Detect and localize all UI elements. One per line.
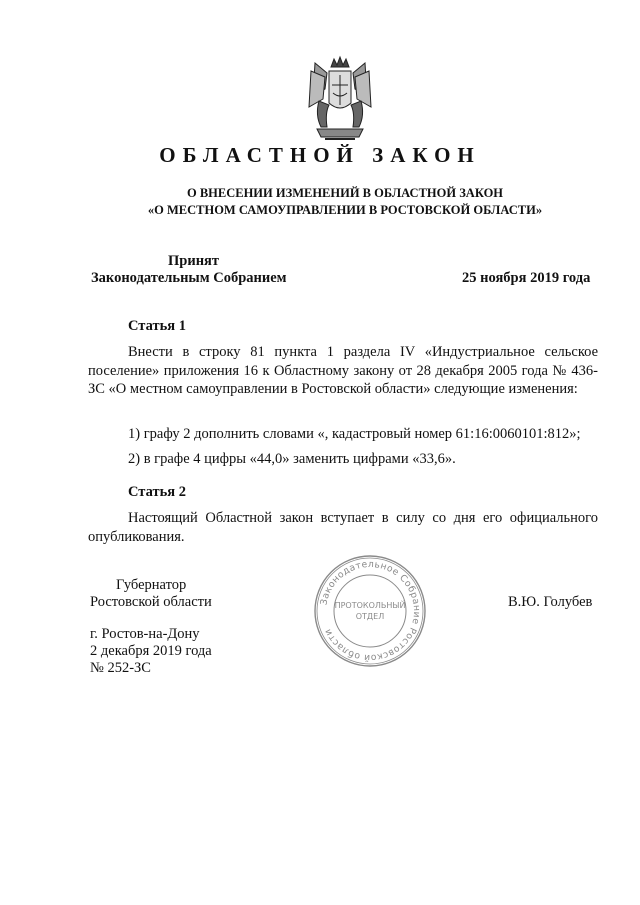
article-1-heading: Статья 1 [128,318,186,334]
adopted-label: Принят [168,253,220,269]
document-title: ОБЛАСТНОЙ ЗАКОН [159,143,481,167]
subtitle-line-1: О ВНЕСЕНИИ ИЗМЕНЕНИЙ В ОБЛАСТНОЙ ЗАКОН [186,186,504,200]
article-2-text: Настоящий Областной закон вступает в силу со дня его официального опубликования. [88,510,598,545]
article-2-heading: Статья 2 [128,484,186,500]
signing-date: 2 декабря 2019 года [90,643,212,659]
law-number: № 252-ЗС [90,660,151,676]
subtitle-line-2: «О МЕСТНОМ САМОУПРАВЛЕНИИ В РОСТОВСКОЙ ОБЛАСТИ» [147,203,543,217]
article-1-item-2: 2) в графе 4 цифры «44,0» заменить цифрами «33,6». [128,451,456,467]
signing-place: г. Ростов-на-Дону [90,626,200,642]
adoption-date: 25 ноября 2019 года [462,270,591,286]
official-stamp [312,553,428,669]
signatory-position-line-1: Губернатор [116,577,187,593]
article-1-item-1: 1) графу 2 дополнить словами «, кадастровый номер 61:16:0060101:812»; [128,426,581,442]
coat-of-arms-emblem [305,55,375,145]
signatory-name: В.Ю. Голубев [508,594,593,610]
article-1-intro: Внести в строку 81 пункта 1 раздела IV «Индустриальное сельское поселение» приложения 16 к Областному закону от 28 декабря 2005 года № 436-ЗС «О местном самоуправлении в Ростовской области» следующие изменения: [88,344,598,397]
stamp-center-line-2: ОТДЕЛ [355,612,385,621]
stamp-center-line-1: ПРОТОКОЛЬНЫЙ [334,601,406,610]
stamp-ring-text: Законодательное Собрание Ростовской области [318,558,423,664]
adopted-by: Законодательным Собранием [91,270,287,286]
signatory-position-line-2: Ростовской области [90,594,212,610]
